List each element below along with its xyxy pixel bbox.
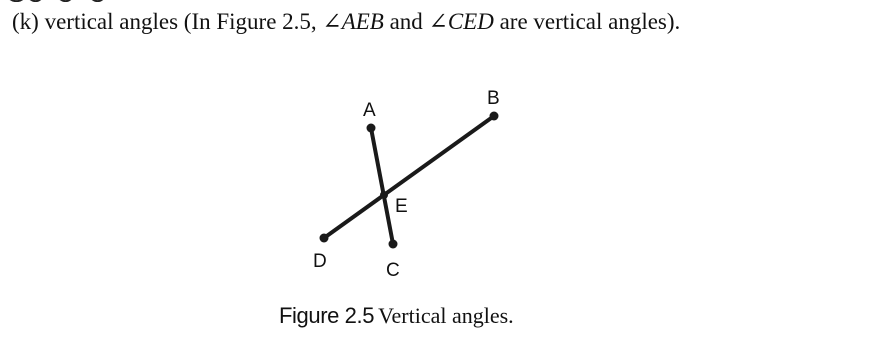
label-a: A <box>363 100 376 121</box>
label-b: B <box>487 88 500 109</box>
figure-caption <box>279 303 514 329</box>
angle-ced: ∠CED <box>428 9 494 34</box>
label-c: C <box>386 260 400 281</box>
point-d <box>320 234 329 243</box>
item-conjunction: and <box>389 9 423 34</box>
item-text-before: vertical angles (In Figure 2.5, <box>44 9 317 34</box>
segment-db <box>324 116 494 238</box>
label-e: E <box>395 196 408 217</box>
point-b <box>490 112 499 121</box>
label-d: D <box>313 251 327 272</box>
figure-number: Figure 2.5 <box>279 303 375 328</box>
segment-ac <box>371 128 393 244</box>
point-a <box>367 124 376 133</box>
figure-caption-text: Vertical angles. <box>378 303 514 328</box>
point-c <box>389 240 398 249</box>
angle-aeb: ∠AEB <box>322 9 384 34</box>
point-e <box>380 191 388 199</box>
item-text-after: are vertical angles). <box>499 9 681 34</box>
item-marker: (k) <box>12 9 39 34</box>
